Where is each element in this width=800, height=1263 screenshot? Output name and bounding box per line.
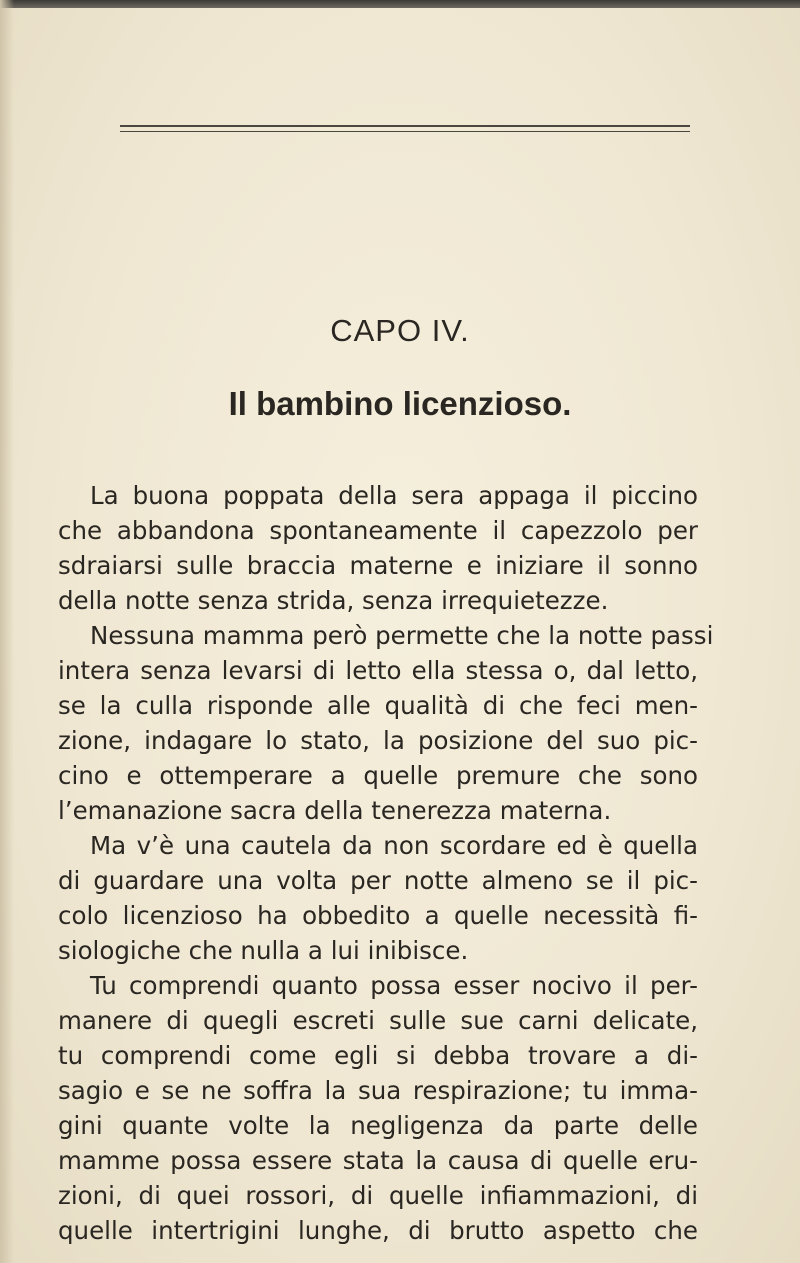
header-rule [120, 125, 690, 127]
body-text [58, 478, 714, 1248]
binding-shadow [0, 0, 14, 1263]
text-line: Nessuna mamma però permette che la notte passi [90, 621, 714, 650]
text-line: della notte senza strida, senza irrequietezze. [58, 586, 609, 615]
text-line: La buona poppata della sera appaga il piccino [90, 481, 698, 510]
text-line: mamme possa essere stata la causa di quelle eru- [58, 1146, 698, 1175]
page-top-edge [0, 0, 800, 8]
text-line: cino e ottemperare a quelle premure che sono [58, 761, 698, 790]
text-line: tu comprendi come egli si debba trovare a di- [58, 1041, 698, 1070]
text-line: Tu comprendi quanto possa esser nocivo il per- [90, 971, 698, 1000]
text-line: di guardare una volta per notte almeno se il pic- [58, 866, 698, 895]
text-line: che abbandona spontaneamente il capezzolo per [58, 516, 698, 545]
text-line: zione, indagare lo stato, la posizione del suo pic- [58, 726, 698, 755]
text-line: colo licenzioso ha obbedito a quelle necessità fi- [58, 901, 698, 930]
text-line: siologiche che nulla a lui inibisce. [58, 936, 469, 965]
text-line: quelle intertrigini lunghe, di brutto aspetto che [58, 1216, 698, 1245]
text-line: l’emanazione sacra della tenerezza materna. [58, 796, 612, 825]
chapter-heading: CAPO IV. [330, 313, 470, 348]
text-line: Ma v’è una cautela da non scordare ed è quella [90, 831, 698, 860]
text-line: intera senza levarsi di letto ella stessa o, dal letto, [58, 656, 698, 685]
text-line: sagio e se ne soffra la sua respirazione; tu imma- [58, 1076, 698, 1105]
text-line: sdraiarsi sulle braccia materne e iniziare il sonno [58, 551, 698, 580]
text-line: se la culla risponde alle qualità di che feci men- [58, 691, 698, 720]
text-line: zioni, di quei rossori, di quelle infiammazioni, di [58, 1181, 698, 1210]
chapter-title: Il bambino licenzioso. [228, 385, 572, 422]
text-line: gini quante volte la negligenza da parte delle [58, 1111, 698, 1140]
header-rule-thin [120, 131, 690, 132]
text-line: manere di quegli escreti sulle sue carni delicate, [58, 1006, 698, 1035]
